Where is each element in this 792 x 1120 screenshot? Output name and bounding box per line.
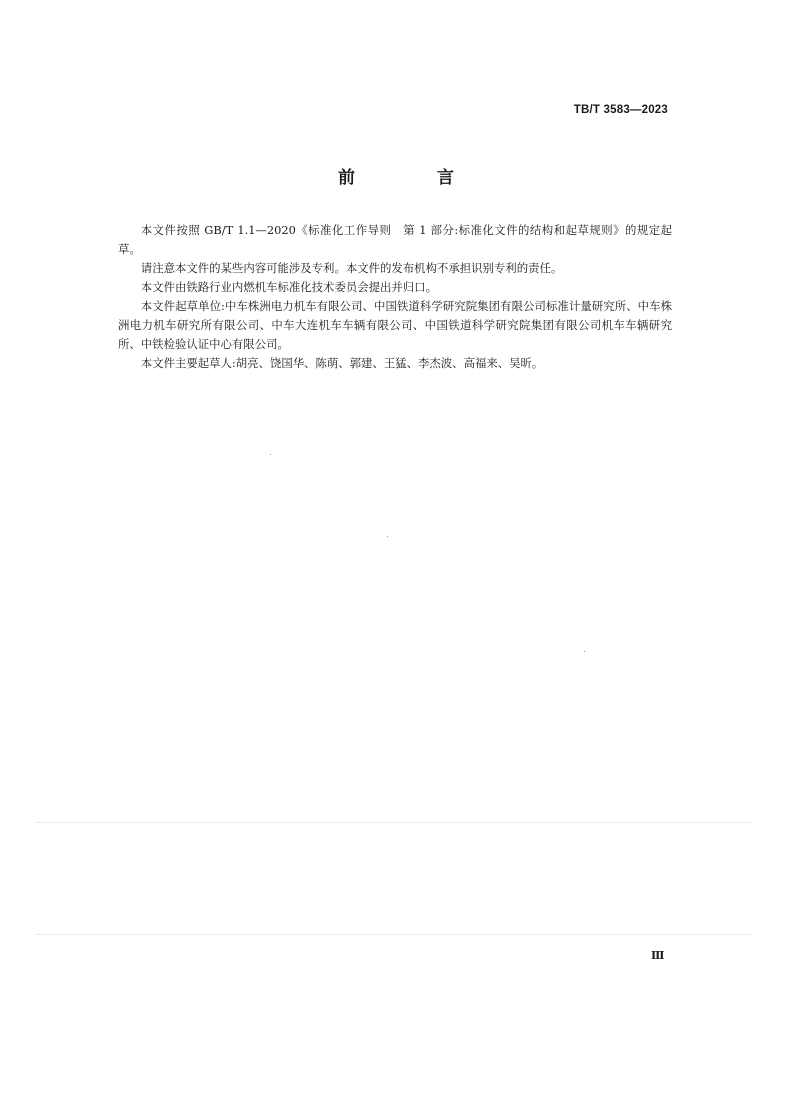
- scan-artifact-line: [36, 822, 752, 823]
- scan-speck: [270, 454, 271, 455]
- paragraph-patent-notice: 请注意本文件的某些内容可能涉及专利。本文件的发布机构不承担识别专利的责任。: [140, 261, 563, 275]
- preface-body: [118, 221, 672, 373]
- document-code: TB/T 3583—2023: [573, 104, 668, 116]
- paragraph-drafting-rules: 本文件按照 GB/T 1.1—2020《标准化工作导则 第 1 部分:标准化文件的结构和起草规则》的规定起草。: [118, 223, 672, 256]
- paragraph-proposer: 本文件由铁路行业内燃机车标准化技术委员会提出并归口。: [140, 280, 437, 294]
- paragraph-drafters: 本文件主要起草人:胡亮、饶国华、陈萌、郭建、王猛、李杰波、高福来、吴昕。: [140, 356, 544, 370]
- page-number: Ⅲ: [651, 949, 665, 962]
- scan-speck: [387, 536, 388, 537]
- paragraph-drafting-units: 本文件起草单位:中车株洲电力机车有限公司、中国铁道科学研究院集团有限公司标准计量研究所、中车株洲电力机车研究所有限公司、中车大连机车车辆有限公司、中国铁道科学研究院集团有限公司机车车辆研究所、中铁检验认证中心有限公司。: [118, 299, 672, 351]
- scan-artifact-line: [36, 934, 752, 935]
- scan-speck: [584, 651, 585, 652]
- page-title: 前 言: [338, 168, 492, 188]
